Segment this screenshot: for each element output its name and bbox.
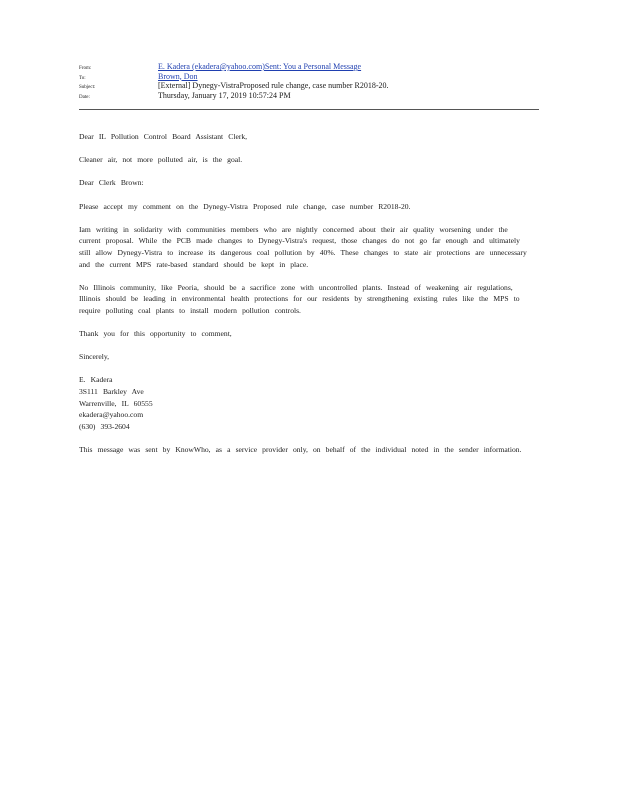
subject-value: [External] Dynegy-VistraProposed rule change, case number R2018-20. [158, 81, 389, 90]
salutation: Dear IL Pollution Control Board Assistant Clerk, [79, 132, 248, 141]
signature-street: 3S111 Barkley Ave [79, 387, 144, 397]
header-date-row [79, 91, 539, 101]
paragraph-2: Iam writing in solidarity with communities members who are nightly concerned about their air quality worsening under the current proposal. While the PCB made changes to Dynegy-Vistra's request, those changes do not go far enough and ultimately still allow Dynegy-Vistra to increase its dangerous coal pollution by 40%. These changes to state air protections are unnecessary and the current MPS rate-based standard should be kept in place. [79, 224, 527, 269]
date-label: Date: [79, 94, 90, 100]
closing-line: Sincerely, [79, 352, 110, 362]
from-label: From: [79, 66, 92, 71]
paragraph-3: No Illinois community, like Peoria, should be a sacrifice zone with uncontrolled plants. Instead of weakening air regulations, Illinois should be leading in environmental health protections for our residents by strengthening existing rules like the MPS to require polluting coal plants to install modern pollution controls. [79, 282, 520, 315]
date-value: Thursday, January 17, 2019 10:57:24 PM [158, 90, 291, 100]
email-header [79, 62, 539, 100]
opening-line: Cleaner air, not more polluted air, is the goal. [79, 155, 243, 165]
from-value-link[interactable]: E. Kadera (ekadera@yahoo.com)Sent: You a Personal Message [158, 62, 362, 71]
salutation-2: Dear Clerk Brown: [79, 178, 144, 188]
signature-city: Warrenville, IL 60555 [79, 398, 153, 408]
header-subject-row [79, 81, 539, 91]
footer-disclaimer: This message was sent by KnowWho, as a service provider only, on behalf of the individual noted in the sender information. [79, 445, 522, 455]
signature-name: E. Kadera [79, 375, 113, 385]
header-to-row [79, 72, 539, 82]
to-label: To: [79, 75, 86, 81]
header-from-row [79, 62, 539, 72]
signature-phone: (630) 393-2604 [79, 421, 130, 431]
paragraph-1: Please accept my comment on the Dynegy-Vistra Proposed rule change, case number R2018-20. [79, 201, 411, 211]
subject-label: Subject: [79, 85, 96, 90]
to-value-link[interactable]: Brown, Don [158, 71, 198, 81]
email-body [79, 131, 534, 467]
header-divider [79, 109, 539, 110]
signature-block [79, 374, 534, 432]
thanks-line: Thank you for this opportunity to comment, [79, 329, 232, 339]
signature-email: ekadera@yahoo.com [79, 410, 144, 420]
